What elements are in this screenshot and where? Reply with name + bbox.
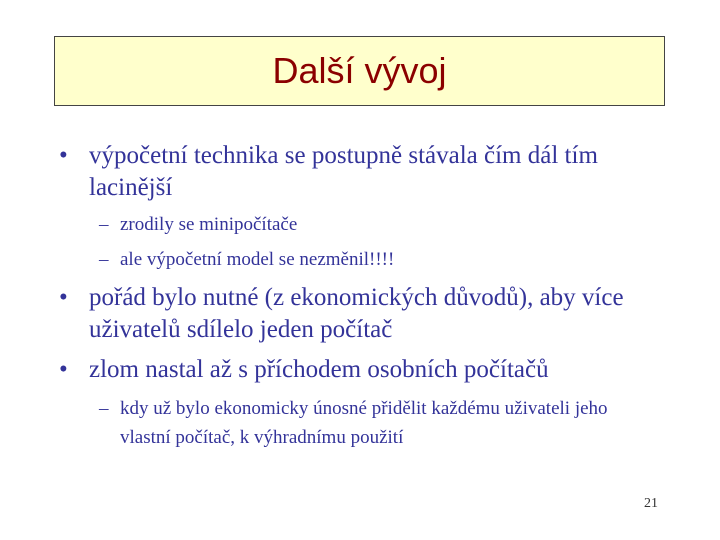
sub-item: [99, 210, 659, 239]
bullet-marker: •: [59, 356, 68, 383]
bullet-marker: •: [59, 284, 68, 311]
bullet-item: [59, 282, 659, 346]
bullet-item: [59, 354, 659, 386]
sub-item-text: kdy už bylo ekonomicky únosné přidělit každému uživateli jeho vlastní počítač, k výhradnímu použití: [120, 398, 608, 448]
bullet-marker: •: [59, 142, 68, 169]
sub-item-text: ale výpočetní model se nezměnil!!!!: [120, 249, 395, 270]
page-number: 21: [644, 496, 658, 511]
bullet-text: výpočetní technika se postupně stávala čím dál tím lacinější: [89, 142, 598, 201]
dash-marker: –: [99, 249, 109, 270]
bullet-text: pořád bylo nutné (z ekonomických důvodů), aby více uživatelů sdílelo jeden počítač: [89, 284, 624, 343]
sub-item-text: zrodily se minipočítače: [120, 214, 298, 235]
slide-title: Další vývoj: [272, 50, 447, 91]
bullet-item: [59, 140, 659, 204]
dash-marker: –: [99, 214, 109, 235]
dash-marker: –: [99, 398, 109, 419]
sub-item: [99, 245, 659, 274]
bullet-text: zlom nastal až s příchodem osobních počítačů: [89, 356, 549, 383]
sub-item: [99, 394, 659, 452]
